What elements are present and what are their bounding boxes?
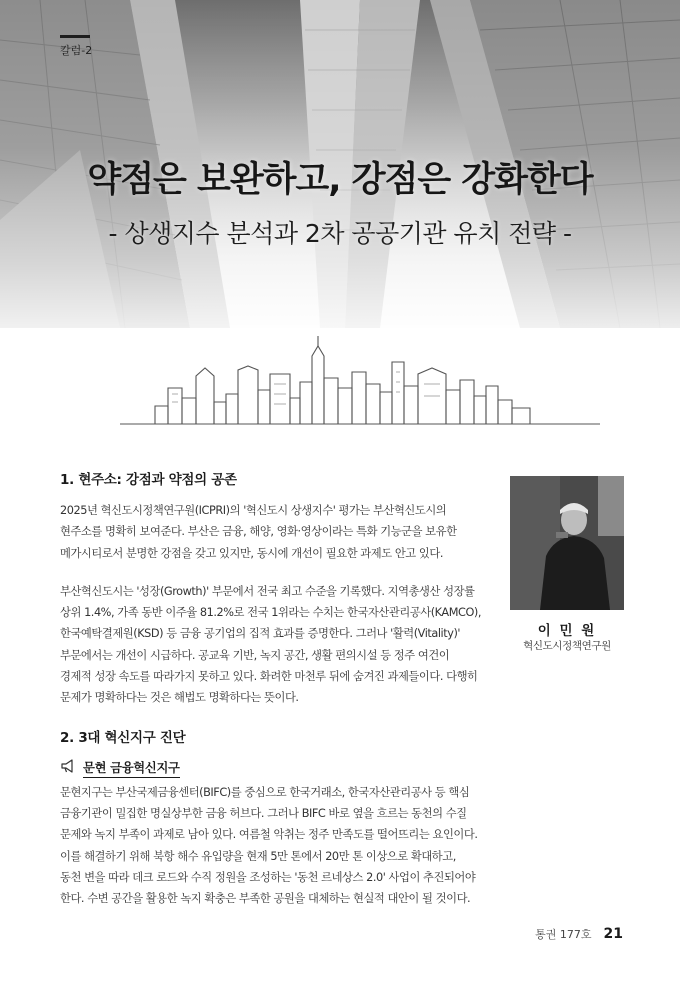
issue-number: 통권 177호 xyxy=(535,928,592,941)
skyline-illustration xyxy=(0,328,680,440)
hero-photo xyxy=(0,0,680,328)
paragraph-line: 이를 해결하기 위해 북항 해수 유입량을 현재 5만 톤에서 20만 톤 이상으로 확대하고, xyxy=(60,849,456,863)
page-footer xyxy=(535,926,623,942)
paragraph-line: 동천 변을 따라 데크 로드와 수직 정원을 조성하는 '동천 르네상스 2.0' 사업이 추진되어야 xyxy=(60,870,476,884)
paragraph-line: 부문에서는 개선이 시급하다. 공교육 기반, 녹지 공간, 생활 편의시설 등 정주 여건이 xyxy=(60,648,450,662)
paragraph xyxy=(60,500,485,564)
paragraph-line: 문제가 명확하다는 것은 해법도 명확하다는 뜻이다. xyxy=(60,691,299,705)
author-photo xyxy=(510,476,624,610)
page-subtitle: - 상생지수 분석과 2차 공공기관 유치 전략 - xyxy=(108,219,572,248)
paragraph-line: 상위 1.4%, 가족 동반 이주율 81.2%로 전국 1위라는 수치는 한국자산관리공사(KAMCO), xyxy=(60,606,481,620)
paragraph-line: 부산혁신도시는 '성장(Growth)' 부문에서 전국 최고 수준을 기록했다. 지역총생산 성장률 xyxy=(60,584,475,598)
subsection-label: 문현 금융혁신지구 xyxy=(83,758,180,778)
paragraph-line: 금융기관이 밀집한 명실상부한 금융 허브다. 그러나 BIFC 바로 옆을 흐르는 동천의 수질 xyxy=(60,806,467,820)
paragraph-line: 한다. 수변 공간을 활용한 녹지 확충은 부족한 공원을 대체하는 현실적 대안이 될 것이다. xyxy=(60,892,471,906)
paragraph xyxy=(60,782,485,910)
page-title: 약점은 보완하고, 강점은 강화한다 xyxy=(87,160,593,200)
subsection-title xyxy=(60,758,485,778)
paragraph-line: 문현지구는 부산국제금융센터(BIFC)를 중심으로 한국거래소, 한국자산관리공사 등 핵심 xyxy=(60,785,470,799)
paragraph-line: 경제적 성장 속도를 따라가지 못하고 있다. 화려한 마천루 뒤에 숨겨진 과제들이다. 다행히 xyxy=(60,670,478,684)
paragraph-line: 2025년 혁신도시정책연구원(ICPRI)의 '혁신도시 상생지수' 평가는 부산혁신도시의 xyxy=(60,504,447,517)
megaphone-icon xyxy=(60,759,76,776)
paragraph-line: 문제와 녹지 부족이 과제로 남아 있다. 여름철 악취는 정주 만족도를 떨어뜨리는 요인이다. xyxy=(60,828,478,842)
article-body xyxy=(60,468,485,926)
paragraph-line: 메가시티로서 분명한 강점을 갖고 있지만, 동시에 개선이 필요한 과제도 안고 있다. xyxy=(60,546,443,560)
page-number: 21 xyxy=(603,926,623,942)
paragraph-line: 현주소를 명확히 보여준다. 부산은 금융, 해양, 영화·영상이라는 특화 기능군을 보유한 xyxy=(60,525,457,539)
column-tag-bar xyxy=(60,35,90,38)
paragraph xyxy=(60,581,485,709)
paragraph-line: 한국예탁결제원(KSD) 등 금융 공기업의 집적 효과를 증명한다. 그러나 '활력(Vitality)' xyxy=(60,627,461,641)
column-tag: 칼럼-2 xyxy=(60,44,93,57)
section-title: 2. 3대 혁신지구 진단 xyxy=(60,729,186,746)
author-name: 이 민 원 xyxy=(537,623,597,639)
section-title: 1. 현주소: 강점과 약점의 공존 xyxy=(60,472,237,488)
author-org: 혁신도시정책연구원 xyxy=(523,640,611,652)
